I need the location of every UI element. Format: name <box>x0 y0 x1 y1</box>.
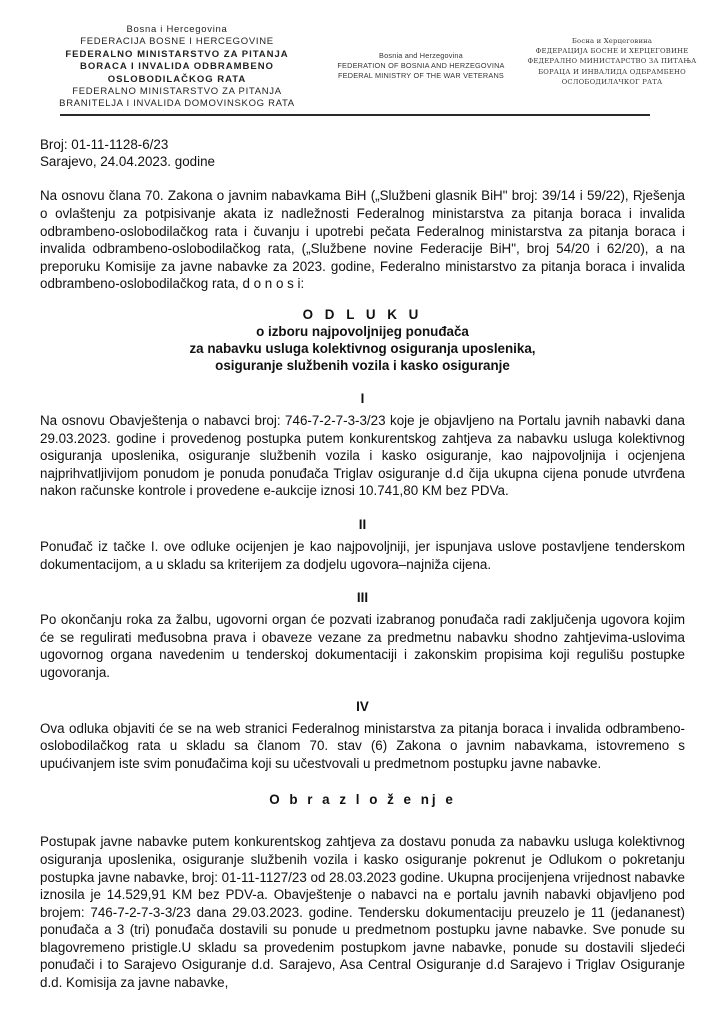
reference-block <box>40 137 685 171</box>
section-ii <box>40 517 685 573</box>
decision-title: O D L U K U <box>302 307 423 322</box>
letterhead <box>0 0 724 111</box>
section-iv-text: Ova odluka objaviti će se na web stranici Federalnog ministarstva za pitanja boraca i invalida odbrambeno-oslobodilačkog rata u skladu sa članom 70. stav (6) Zakona o javnim nabavkama, istovremeno s upućivanjem iste svim ponuđačima koji su učestvovali u predmetnom postupku javne nabavke. <box>40 720 685 771</box>
letterhead-bosnian-block <box>18 24 336 111</box>
section-i-text: Na osnovu Obavještenja o nabavci broj: 746-7-2-7-3-3/23 koje je objavljeno na Portalu javnih nabavki dana 29.03.2023. godine i provedenog postupka putem konkurentskog zahtjeva za nabavku usluga kolektivnog osiguranja uposlenika, osiguranje službenih vozila i kasko osiguranje, kao najpovoljnija i ocjenjena najprihvatljivijom ponudom je ponuda ponuđača Triglav osiguranje d.d čija ukupna cijena ponude utvrđena nakon računske kontrole i provedene e-aukcije iznosi 10.741,80 KM bez PDVa. <box>40 413 685 499</box>
letterhead-cyrillic-block <box>506 24 718 87</box>
decision-subtitle: o izboru najpovoljnijeg ponuđača <box>256 324 469 339</box>
section-iii-text: Po okončanju roka za žalbu, ugovorni organ će pozvati izabranog ponuđača radi zaključenja ugovora kojim će se regulirati međusobna prava i obaveze vezane za predmetnu nabavku shodno zahtjevima-uslovima ugovornog organa navedenim u tenderskoj dokumentaciji i zakonskim propisima koji regulišu postupke ugovoranja. <box>40 612 685 680</box>
section-i <box>40 391 685 500</box>
letterhead-line-bold: OSLOBODILAČKOG RATA <box>107 73 247 85</box>
decision-subtitle: osiguranje službenih vozila i kasko osiguranje <box>215 358 510 373</box>
section-iii <box>40 590 685 681</box>
letterhead-english-block <box>336 24 506 80</box>
letterhead-line: БОРАЦА И ИНВАЛИДА ОДБРАМБЕНО <box>538 67 686 76</box>
document-body <box>0 116 724 992</box>
decision-title-block <box>40 306 685 374</box>
letterhead-line: FEDERACIJA BOSNE I HERCEGOVINE <box>80 36 274 48</box>
letterhead-line: Bosnia and Herzegovina <box>379 51 463 60</box>
section-ii-numeral: II <box>358 516 367 532</box>
rationale-heading: O b r a z l o ž e nj e <box>269 792 456 808</box>
decision-subtitle: za nabavku usluga kolektivnog osiguranja uposlenika, <box>189 341 536 356</box>
letterhead-line: FEDERALNO MINISTARSTVO ZA PITANJA <box>72 86 282 98</box>
letterhead-line: ФЕДЕРАЛНО МИНИСТАРСТВО ЗА ПИТАЊА <box>527 57 697 66</box>
rationale-paragraph: Postupak javne nabavke putem konkurentskog zahtjeva za dostavu ponuda za nabavku usluga kolektivnog osiguranja uposlenika, osiguranje službenih vozila i kasko osiguranje pokrenut je Odlukom o pokretanju postupka javne nabavke, broj: 01-11-1127/23 od 28.03.2023 godine. Ukupna procijenjena vrijednost nabavke iznosila je 14.529,91 KM bez PDV-a. Obavještenje o nabavci na e portalu javnih nabavki objavljeno pod brojem: 746-7-2-7-3-3/23 dana 29.03.2023. godine. Tendersku dokumentaciju preuzelo je 11 (jedananest) ponuđača a 3 (tri) ponuđača dostavili su ponude u predmetnom postupku javne nabavke. Sve ponude su blagovremeno pristigle.U skladu sa provedenim postupkom javne nabavke, ponude su dostavili sljedeći ponuđači i to Sarajevo Osiguranje d.d. Sarajevo, Asa Central Osiguranje d.d Sarajevo i Triglav Osiguranje d.d. Komisija za javne nabavke, <box>40 834 685 991</box>
section-ii-text: Ponuđač iz tačke I. ove odluke ocijenjen je kao najpovoljniji, jer ispunjava uslove postavljene tenderskom dokumentacijom, a u skladu sa kriterijem za dodjelu ugovora–najniža cijena. <box>40 538 685 572</box>
section-iii-numeral: III <box>356 590 369 606</box>
letterhead-line: ОСЛОБОДИЛАЧКОГ РАТА <box>561 77 663 86</box>
letterhead-line: Bosna i Hercegovina <box>126 24 228 35</box>
letterhead-line-bold: BORACA I INVALIDA ODBRAMBENO <box>80 61 274 73</box>
section-iv <box>40 699 685 773</box>
letterhead-line: BRANITELJA I INVALIDA DOMOVINSKOG RATA <box>59 98 295 110</box>
letterhead-line: FEDERATION OF BOSNIA AND HERZEGOVINA <box>337 60 505 70</box>
letterhead-line: ФЕДЕРАЦИЈА БОСНЕ И ХЕРЦЕГОВИНЕ <box>535 47 689 56</box>
letterhead-line-bold: FEDERALNO MINISTARSTVO ZA PITANJA <box>65 48 289 60</box>
letterhead-line: Босна и Херцеговина <box>571 37 653 45</box>
protocol-number: Broj: 01-11-1128-6/23 <box>40 136 169 152</box>
section-i-numeral: I <box>360 391 365 406</box>
letterhead-line: FEDERAL MINISTRY OF THE WAR VETERANS <box>338 70 504 80</box>
place-and-date: Sarajevo, 24.04.2023. godine <box>40 153 215 169</box>
section-iv-numeral: IV <box>356 698 369 714</box>
intro-paragraph: Na osnovu člana 70. Zakona o javnim nabavkama BiH („Službeni glasnik BiH" broj: 39/14 i 59/22), Rješenja o ovlaštenju za potpisivanje akata iz nadležnosti Federalnog ministarstva za pitanja boraca i invalida odbrambeno-oslobodilačkog rata i čuvanju i upotrebi pečata Federalnog ministarstva za pitanja boraca i invalida odbrambeno-oslobodilačkog rata, („Službene novine Federacije BiH", broj 54/20 i 62/20), a na preporuku Komisije za javne nabavke za 2023. godine, Federalno ministarstvo za pitanja boraca i invalida odbrambeno-oslobodilačkog rata, d o n o s i: <box>40 188 685 292</box>
